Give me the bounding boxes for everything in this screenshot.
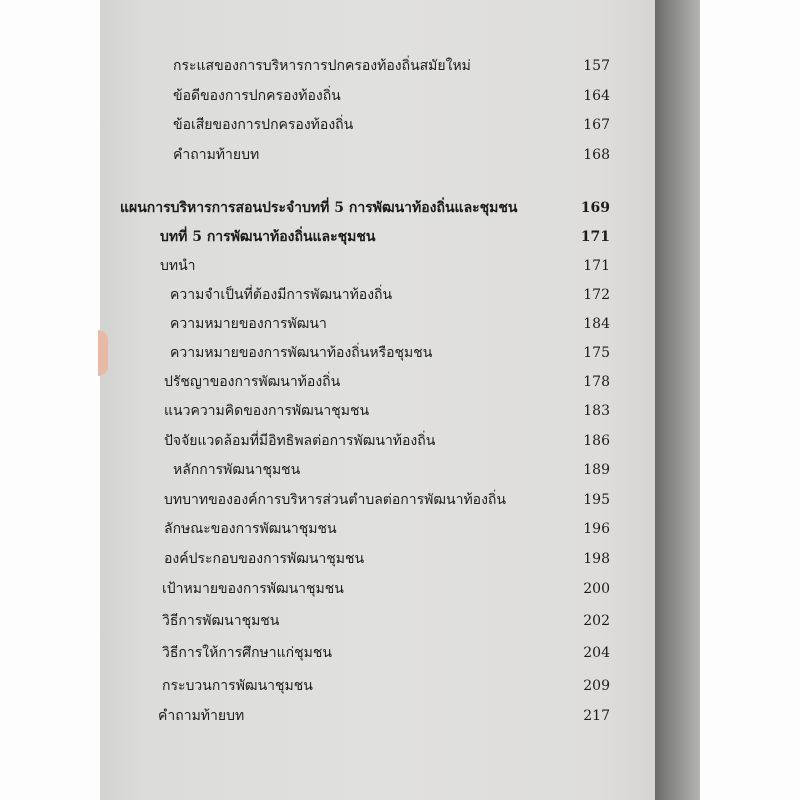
toc-entry xyxy=(100,488,655,512)
toc-entry-page: 171 xyxy=(580,229,610,245)
toc-entry xyxy=(100,609,655,633)
toc-entry-title: ความจำเป็นที่ต้องมีการพัฒนาท้องถิ่น xyxy=(170,287,393,303)
toc-entry xyxy=(100,674,655,698)
toc-entry-page: 184 xyxy=(583,316,610,332)
toc-entry-page: 217 xyxy=(583,708,610,724)
toc-entry-title: ปัจจัยแวดล้อมที่มีอิทธิพลต่อการพัฒนาท้องถิ่น xyxy=(164,433,436,449)
toc-entry-title: ข้อเสียของการปกครองท้องถิ่น xyxy=(173,117,354,133)
toc-entry-page: 171 xyxy=(583,258,610,274)
toc-entry xyxy=(100,312,655,336)
toc-entry-title: วิธีการให้การศึกษาแก่ชุมชน xyxy=(162,645,332,661)
toc-entry-page: 164 xyxy=(583,88,610,104)
toc-entry-title: แผนการบริหารการสอนประจำบทที่ 5 การพัฒนาท้องถิ่นและชุมชน xyxy=(120,200,518,216)
toc-entry-page: 157 xyxy=(583,58,610,74)
toc-entry-page: 209 xyxy=(583,678,610,694)
toc-entry xyxy=(100,577,655,601)
toc-entry-page: 186 xyxy=(583,433,610,449)
toc-entry-title: คำถามท้ายบท xyxy=(173,147,260,163)
toc-entry-title: ความหมายของการพัฒนาท้องถิ่นหรือชุมชน xyxy=(170,345,433,361)
toc-entry-title: หลักการพัฒนาชุมชน xyxy=(173,462,301,478)
toc-entry-page: 195 xyxy=(583,492,610,508)
toc-entry xyxy=(100,113,655,137)
toc-entry-page: 178 xyxy=(583,374,610,390)
page-edge-shadow xyxy=(655,0,700,800)
toc-entry-title: เป้าหมายของการพัฒนาชุมชน xyxy=(162,581,344,597)
toc-entry-title: องค์ประกอบของการพัฒนาชุมชน xyxy=(164,551,365,567)
toc-entry-page: 169 xyxy=(580,200,610,216)
thumb xyxy=(98,330,108,376)
toc-entry-page: 200 xyxy=(583,581,610,597)
toc-entry xyxy=(100,84,655,108)
toc-entry xyxy=(100,341,655,365)
toc-entry xyxy=(100,399,655,423)
toc-entry-page: 168 xyxy=(583,147,610,163)
toc-entry-title: วิธีการพัฒนาชุมชน xyxy=(162,613,280,629)
toc-entry xyxy=(100,429,655,453)
toc-entry xyxy=(100,370,655,394)
toc-entry xyxy=(100,547,655,571)
toc-entry-title: ปรัชญาของการพัฒนาท้องถิ่น xyxy=(164,374,341,390)
book-page xyxy=(100,0,655,800)
toc-entry xyxy=(100,143,655,167)
toc-entry-title: บทบาทขององค์การบริหารส่วนตำบลต่อการพัฒนาท้องถิ่น xyxy=(164,492,506,508)
toc-entry-page: 167 xyxy=(583,117,610,133)
toc-entry-page: 204 xyxy=(583,645,610,661)
toc-entry-title: กระแสของการบริหารการปกครองท้องถิ่นสมัยใหม่ xyxy=(173,58,471,74)
toc-entry xyxy=(100,458,655,482)
toc-entry-page: 198 xyxy=(583,551,610,567)
toc-entry xyxy=(100,641,655,665)
toc-entry-page: 175 xyxy=(583,345,610,361)
toc-entry-title: ความหมายของการพัฒนา xyxy=(170,316,327,332)
toc-entry-title: แนวความคิดของการพัฒนาชุมชน xyxy=(164,403,370,419)
toc-entry xyxy=(100,517,655,541)
toc-entry-title: บทนำ xyxy=(160,258,196,274)
toc-entry-title: ลักษณะของการพัฒนาชุมชน xyxy=(164,521,337,537)
toc-entry xyxy=(100,54,655,78)
toc-entry-title: คำถามท้ายบท xyxy=(158,708,245,724)
toc-entry-page: 196 xyxy=(583,521,610,537)
toc-entry xyxy=(100,196,655,220)
toc-entry-page: 189 xyxy=(583,462,610,478)
toc-entry-title: ข้อดีของการปกครองท้องถิ่น xyxy=(173,88,341,104)
toc-entry-page: 183 xyxy=(583,403,610,419)
toc-entry-title: บทที่ 5 การพัฒนาท้องถิ่นและชุมชน xyxy=(160,229,376,245)
toc-entry xyxy=(100,283,655,307)
toc-entry-page: 172 xyxy=(583,287,610,303)
toc-entry xyxy=(100,254,655,278)
toc-entry xyxy=(100,225,655,249)
toc-entry-title: กระบวนการพัฒนาชุมชน xyxy=(162,678,313,694)
toc-entry xyxy=(100,704,655,728)
toc-entry-page: 202 xyxy=(583,613,610,629)
